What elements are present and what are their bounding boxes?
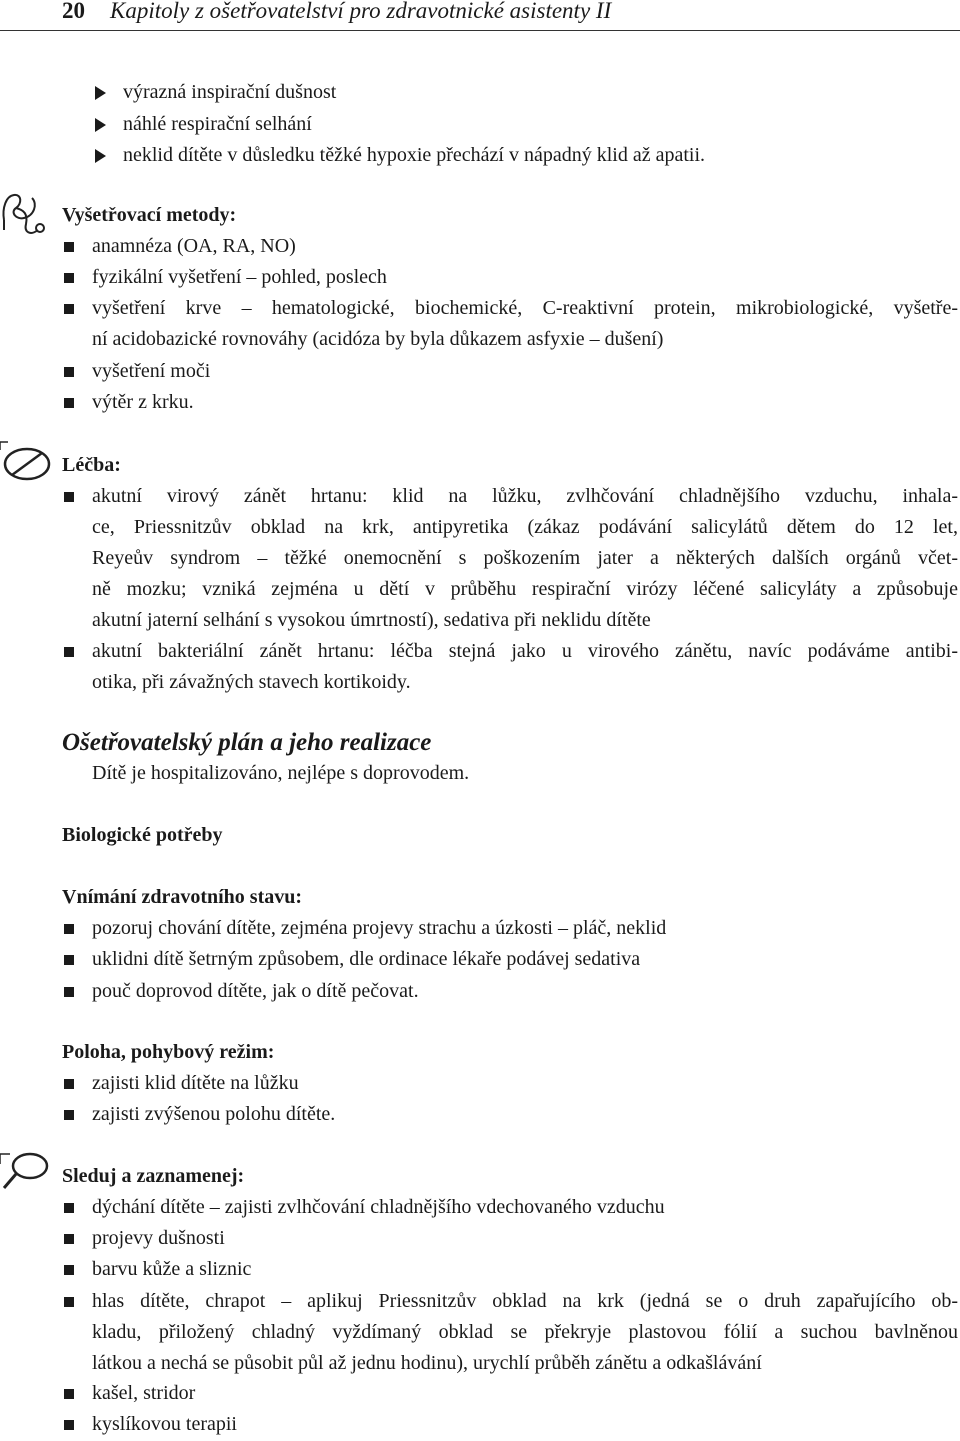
list-item: vyšetření moči (92, 360, 211, 382)
square-bullet-icon (64, 1234, 74, 1244)
running-title: Kapitoly z ošetřovatelství pro zdravotnické asistenty II (110, 0, 612, 23)
section-heading-plan: Ošetřovatelský plán a jeho realizace (62, 729, 432, 756)
square-bullet-icon (64, 987, 74, 997)
square-bullet-icon (64, 367, 74, 377)
list-item-continuation: Reyeův syndrom – těžké onemocnění s poškozením jater a některých dalších orgánů včet- (92, 547, 958, 569)
list-item: zajisti zvýšenou polohu dítěte. (92, 1103, 336, 1125)
square-bullet-icon (64, 955, 74, 965)
arrow-bullet-icon (95, 118, 106, 132)
list-item: vyšetření krve – hematologické, biochemické, C-reaktivní protein, mikrobiologické, vyšetře- (92, 297, 958, 319)
square-bullet-icon (64, 273, 74, 283)
list-item-continuation: akutní jaterní selhání s vysokou úmrtností), sedativa při neklidu dítěte (92, 609, 651, 631)
section-heading-vysetrovaci: Vyšetřovací metody: (62, 204, 237, 226)
list-item-continuation: látkou a nechá se působit půl až jednu hodinu), urychlí průběh zánětu a odkašlávání (92, 1352, 762, 1374)
plan-intro: Dítě je hospitalizováno, nejlépe s doprovodem. (92, 762, 470, 784)
square-bullet-icon (64, 1420, 74, 1430)
list-item: akutní virový zánět hrtanu: klid na lůžku, zvlhčování chladnějšího vzduchu, inhala- (92, 485, 958, 507)
list-item: dýchání dítěte – zajisti zvlhčování chladnějšího vdechovaného vzduchu (92, 1196, 665, 1218)
list-item: barvu kůže a sliznic (92, 1258, 252, 1280)
list-item: výrazná inspirační dušnost (123, 81, 337, 103)
square-bullet-icon (64, 1265, 74, 1275)
square-bullet-icon (64, 398, 74, 408)
list-item: hlas dítěte, chrapot – aplikuj Priessnitzův obklad na krk (jedná se o druh zapařujícího ob- (92, 1290, 958, 1312)
list-item: výtěr z krku. (92, 391, 194, 413)
list-item: neklid dítěte v důsledku těžké hypoxie přechází v nápadný klid až apatii. (123, 144, 706, 166)
magnifier-icon (0, 1148, 52, 1192)
list-item: akutní bakteriální zánět hrtanu: léčba stejná jako u virového zánětu, navíc podáváme antibi- (92, 640, 958, 662)
square-bullet-icon (64, 1110, 74, 1120)
arrow-bullet-icon (95, 86, 106, 100)
list-item-continuation: otika, při závažných stavech kortikoidy. (92, 671, 411, 693)
list-item: fyzikální vyšetření – pohled, poslech (92, 266, 387, 288)
list-item: kašel, stridor (92, 1382, 196, 1404)
square-bullet-icon (64, 242, 74, 252)
square-bullet-icon (64, 924, 74, 934)
pill-icon (0, 440, 52, 484)
arrow-bullet-icon (95, 149, 106, 163)
square-bullet-icon (64, 492, 74, 502)
page-number: 20 (62, 0, 85, 23)
section-heading-vnimani: Vnímání zdravotního stavu: (62, 886, 303, 908)
list-item: pouč doprovod dítěte, jak o dítě pečovat. (92, 980, 419, 1002)
list-item: náhlé respirační selhání (123, 113, 312, 135)
section-heading-bio: Biologické potřeby (62, 824, 223, 846)
square-bullet-icon (64, 1297, 74, 1307)
square-bullet-icon (64, 1079, 74, 1089)
square-bullet-icon (64, 304, 74, 314)
list-item: projevy dušnosti (92, 1227, 225, 1249)
square-bullet-icon (64, 1203, 74, 1213)
list-item: pozoruj chování dítěte, zejména projevy strachu a úzkosti – pláč, neklid (92, 917, 667, 939)
section-heading-lecba: Léčba: (62, 454, 121, 476)
list-item-continuation: kladu, přiložený chladný vyždímaný obklad se překryje plastovou fólií a suchou bavlněnou (92, 1321, 958, 1343)
page-header (0, 0, 960, 31)
list-item: kyslíkovou terapii (92, 1413, 237, 1435)
list-item-continuation: ce, Priessnitzův obklad na krk, antipyretika (zákaz podávání salicylátů dětem do 12 let, (92, 516, 958, 538)
stethoscope-icon (0, 190, 50, 242)
section-heading-poloha: Poloha, pohybový režim: (62, 1041, 275, 1063)
list-item: uklidni dítě šetrným způsobem, dle ordinace lékaře podávej sedativa (92, 948, 641, 970)
list-item: anamnéza (OA, RA, NO) (92, 235, 296, 257)
square-bullet-icon (64, 1389, 74, 1399)
square-bullet-icon (64, 647, 74, 657)
list-item-continuation: ní acidobazické rovnováhy (acidóza by byla důkazem asfyxie – dušení) (92, 328, 664, 350)
list-item-continuation: ně mozku; vzniká zejména u dětí v průběhu respirační virózy léčené salicyláty a způsobuje (92, 578, 958, 600)
list-item: zajisti klid dítěte na lůžku (92, 1072, 299, 1094)
section-heading-sleduj: Sleduj a zaznamenej: (62, 1165, 245, 1187)
